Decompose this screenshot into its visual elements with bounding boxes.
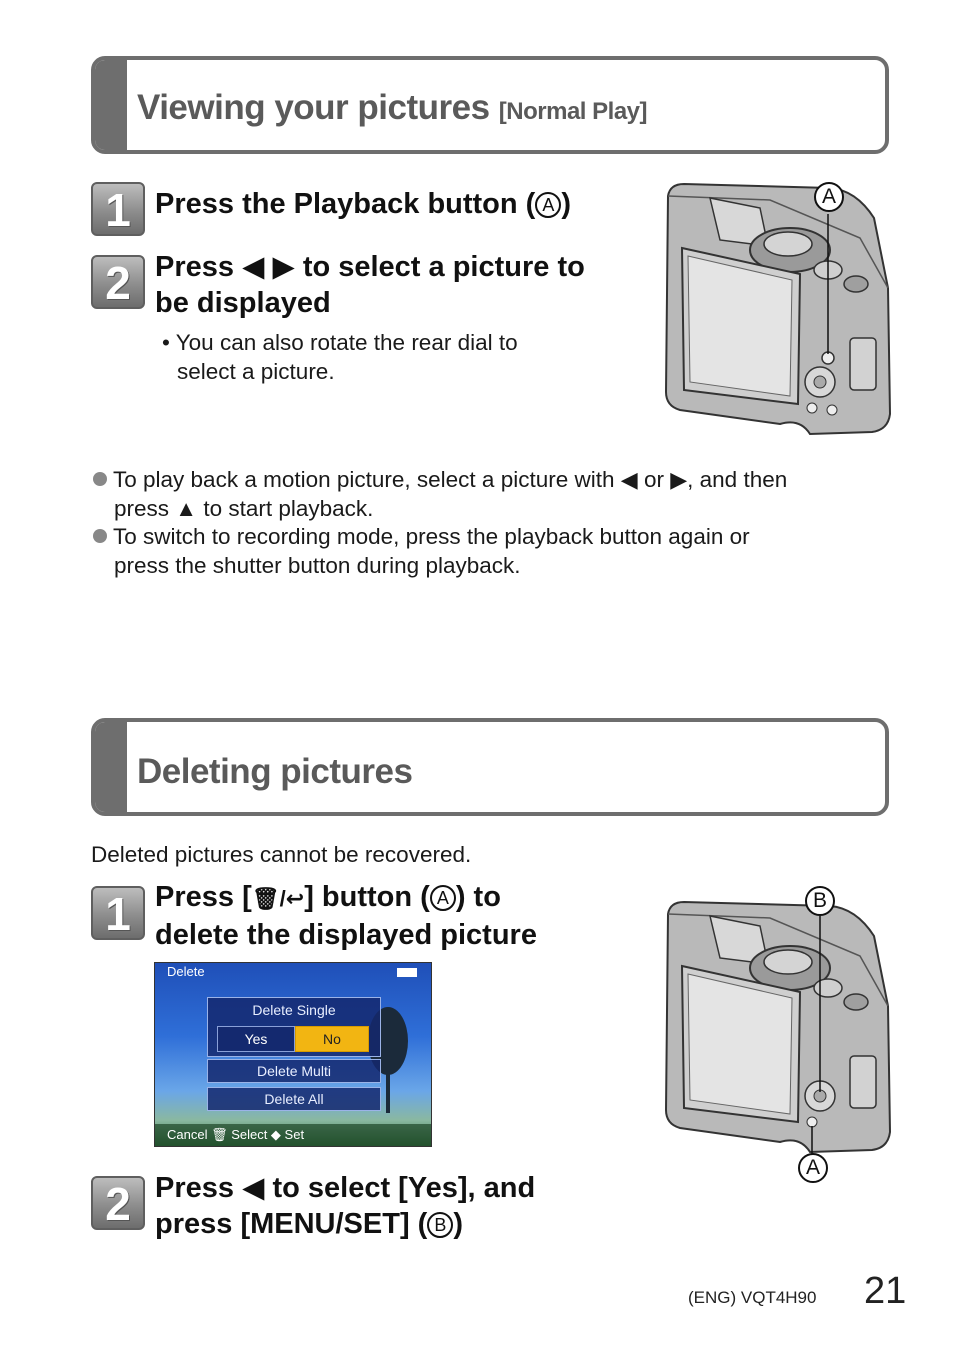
section-header-viewing	[91, 56, 889, 154]
lcd-no-button[interactable]: No	[295, 1026, 369, 1052]
delete-step-number-2: 2	[91, 1176, 145, 1230]
left-arrow-icon: ◀	[242, 1172, 265, 1204]
bullet-motion-picture	[93, 465, 893, 523]
lcd-bottom-bar: Cancel 🗑 Select ◆ Set	[155, 1124, 431, 1146]
section-title-viewing	[137, 88, 647, 128]
battery-icon	[397, 968, 417, 977]
left-right-arrows-icon: ◀ ▶	[242, 251, 295, 283]
delete-step-1-instruction	[155, 879, 625, 953]
document-code: (ENG) VQT4H90	[688, 1288, 817, 1307]
lcd-yes-button[interactable]: Yes	[217, 1026, 295, 1052]
lcd-delete-all[interactable]: Delete All	[207, 1087, 381, 1111]
camera-label-a-bottom: A	[798, 1153, 828, 1183]
note-line-2: select a picture.	[177, 359, 335, 384]
bullet-dot-icon	[93, 529, 107, 543]
delete-step-2-text-b: to select [Yes], and	[272, 1172, 536, 1204]
note-line-1: • You can also rotate the rear dial to	[162, 330, 518, 355]
step-number-2: 2	[91, 255, 145, 309]
delete-warning: Deleted pictures cannot be recovered.	[91, 842, 472, 867]
lcd-title: Delete	[167, 964, 205, 979]
step-2-note	[162, 328, 518, 386]
delete-step-2-text-a: Press	[155, 1172, 235, 1204]
delete-step-1-text-c: ) to	[455, 881, 501, 913]
header-accent-bar	[95, 722, 127, 812]
label-a-icon: A	[535, 192, 561, 218]
delete-step-number-1: 1	[91, 886, 145, 940]
camera-label-b: B	[805, 886, 835, 916]
step-1-text-end: )	[561, 188, 571, 220]
camera-illustration-playback	[660, 178, 892, 438]
section-title-deleting: Deleting pictures	[137, 752, 413, 791]
section-header-deleting	[91, 718, 889, 816]
step-2-instruction	[155, 249, 645, 321]
title-text: Viewing your pictures	[137, 88, 490, 127]
camera-illustration-delete	[660, 896, 892, 1156]
bullet-2-line-2: press the shutter button during playback.	[114, 553, 521, 578]
label-b-icon: B	[427, 1212, 453, 1238]
bullet-recording-mode	[93, 522, 893, 580]
page-number: 21	[864, 1270, 907, 1312]
delete-step-1-text-b: ] button (	[304, 881, 430, 913]
step-2-text-c: be displayed	[155, 287, 331, 319]
bullet-1-text-c: press	[114, 496, 170, 521]
lcd-delete-menu	[154, 962, 432, 1147]
step-1-text: Press the Playback button (	[155, 188, 536, 220]
bullet-1-text-a: To play back a motion picture, select a picture with	[113, 467, 615, 492]
label-a-icon: A	[430, 885, 456, 911]
bullet-dot-icon	[93, 472, 107, 486]
step-2-text-b: to select a picture to	[302, 251, 585, 283]
subtitle-text: [Normal Play]	[498, 98, 648, 125]
step-number-1: 1	[91, 182, 145, 236]
trash-return-icon: 🗑/↩	[251, 886, 305, 911]
bullet-1-or: or	[643, 467, 664, 492]
up-arrow-icon: ▲	[175, 496, 198, 521]
lcd-delete-multi[interactable]: Delete Multi	[207, 1059, 381, 1083]
delete-step-2-text-d: )	[453, 1208, 463, 1240]
bullet-1-text-b: , and then	[687, 467, 788, 492]
left-arrow-icon: ◀	[620, 467, 638, 492]
step-1-instruction	[155, 186, 571, 222]
right-arrow-icon: ▶	[670, 467, 688, 492]
header-accent-bar	[95, 60, 127, 150]
delete-step-2-text-c: press [MENU/SET] (	[155, 1208, 428, 1240]
delete-step-1-text-d: delete the displayed picture	[155, 919, 537, 951]
delete-single-label: Delete Single	[252, 1002, 336, 1018]
delete-step-1-text-a: Press [	[155, 881, 252, 913]
delete-step-2-instruction	[155, 1170, 625, 1242]
bullet-1-text-d: to start playback.	[203, 496, 374, 521]
camera-label-a: A	[814, 182, 844, 212]
step-2-text-a: Press	[155, 251, 235, 283]
bullet-2-line-1: To switch to recording mode, press the playback button again or	[113, 524, 750, 549]
